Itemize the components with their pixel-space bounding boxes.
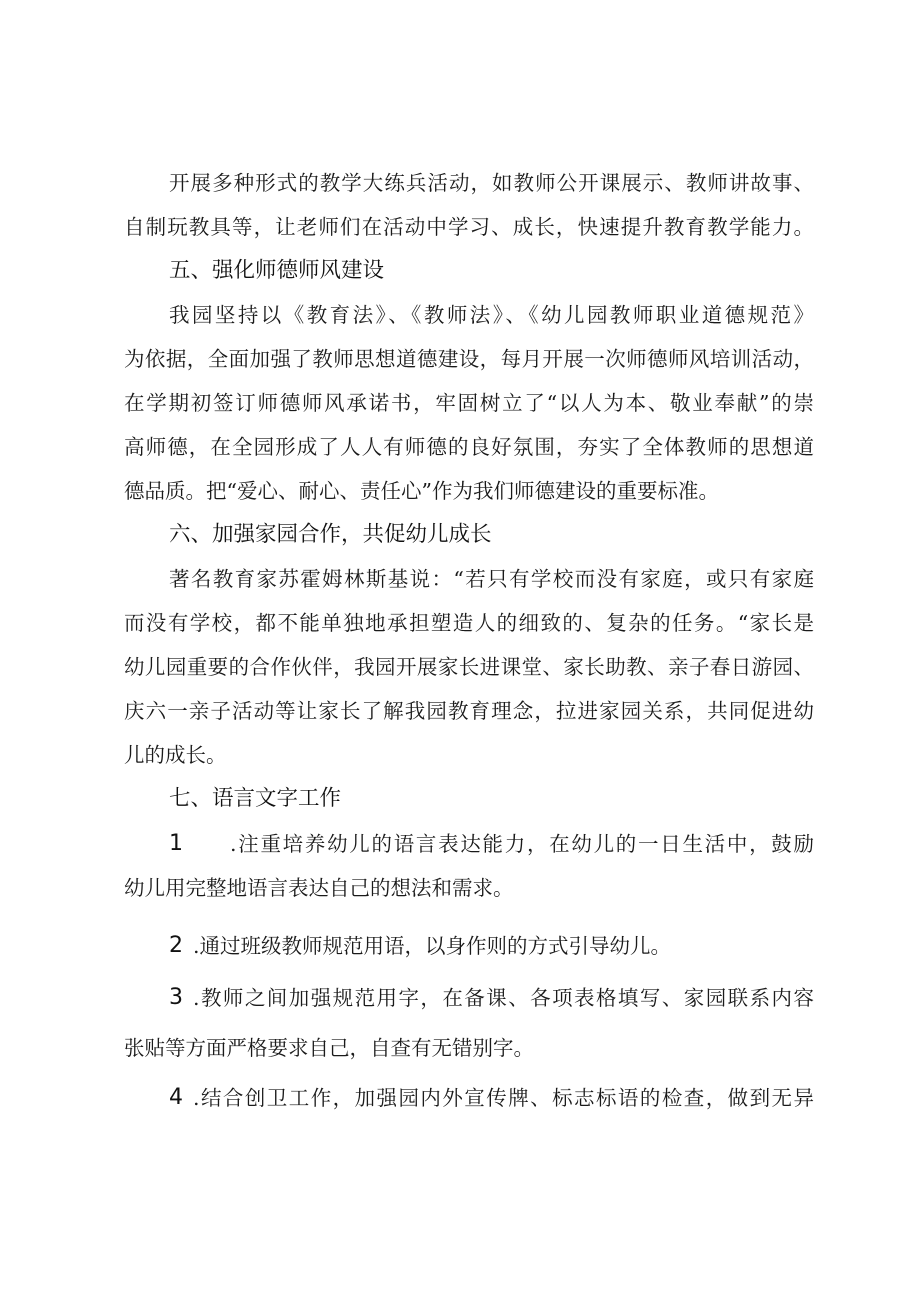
paragraph-line: 庆六一亲子活动等让家长了解我园教育理念，拉进家园关系，共同促进幼 bbox=[124, 699, 814, 723]
list-item-continuation: 张贴等方面严格要求自己，自查有无错别字。 bbox=[124, 1036, 534, 1060]
paragraph-line: 著名教育家苏霍姆林斯基说：“若只有学校而没有家庭，或只有家庭 bbox=[169, 567, 814, 591]
list-item-number: 4 bbox=[169, 1085, 183, 1110]
paragraph-line: 在学期初签订师德师风承诺书，牢固树立了“以人为本、敬业奉献”的崇 bbox=[124, 391, 814, 415]
list-item-number: 1 bbox=[169, 831, 183, 856]
section-heading-5: 五、强化师德师风建设 bbox=[169, 258, 385, 283]
paragraph-line: 我园坚持以《教育法》、《教师法》、《幼儿园教师职业道德规范》 bbox=[169, 303, 814, 327]
paragraph-line: 开展多种形式的教学大练兵活动，如教师公开课展示、教师讲故事、 bbox=[169, 171, 814, 195]
paragraph-line: 为依据，全面加强了教师思想道德建设，每月开展一次师德师风培训活动， bbox=[124, 347, 814, 371]
paragraph-line: 幼儿园重要的合作伙伴，我园开展家长进课堂、家长助教、亲子春日游园、 bbox=[124, 655, 814, 679]
section-heading-7: 七、语言文字工作 bbox=[169, 786, 342, 811]
list-item-number: 2 bbox=[169, 933, 183, 958]
paragraph-line: 高师德，在全园形成了人人有师德的良好氛围，夯实了全体教师的思想道 bbox=[124, 435, 814, 459]
paragraph-line: 德品质。把“爱心、耐心、责任心”作为我们师德建设的重要标准。 bbox=[124, 479, 719, 503]
list-item-text: .注重培养幼儿的语言表达能力，在幼儿的一日生活中，鼓励 bbox=[230, 832, 814, 856]
paragraph-line: 儿的成长。 bbox=[124, 743, 227, 767]
list-item-text: .教师之间加强规范用字，在备课、各项表格填写、家园联系内容 bbox=[193, 986, 814, 1010]
section-heading-6: 六、加强家园合作，共促幼儿成长 bbox=[169, 522, 492, 547]
list-item-text: .结合创卫工作，加强园内外宣传牌、标志标语的检查，做到无异 bbox=[193, 1086, 814, 1110]
paragraph-line: 而没有学校，都不能单独地承担塑造人的细致的、复杂的任务。“家长是 bbox=[124, 611, 814, 635]
paragraph-line: 自制玩教具等，让老师们在活动中学习、成长，快速提升教育教学能力。 bbox=[124, 215, 814, 239]
list-item-continuation: 幼儿用完整地语言表达自己的想法和需求。 bbox=[124, 876, 514, 900]
list-item-number: 3 bbox=[169, 985, 183, 1010]
list-item-text: .通过班级教师规范用语，以身作则的方式引导幼儿。 bbox=[193, 934, 672, 958]
